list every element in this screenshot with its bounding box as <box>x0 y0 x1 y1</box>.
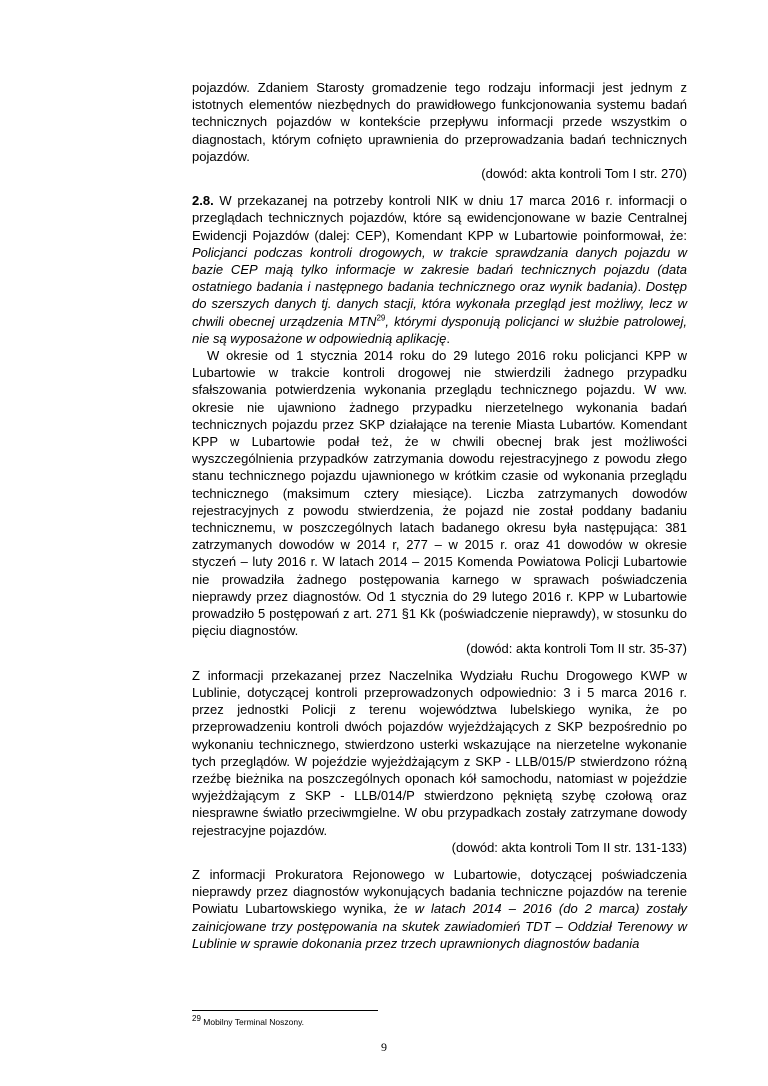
document-page <box>192 0 687 952</box>
footnote-divider <box>192 1010 378 1011</box>
paragraph-5 <box>192 866 687 952</box>
section-number: 2.8. <box>192 193 214 209</box>
page-number: 9 <box>381 1040 387 1054</box>
paragraph-2-quote-1: Policjanci podczas kontroli drogowych, w trakcie sprawdzania danych pojazdu w bazie CEP mają tylko informacje w zakresie badań technicznych pojazdu (data ostatniego badania i następnego badania technicznego oraz wynik badania) <box>192 244 687 295</box>
paragraph-2-quote-3: , którymi dysponują policjanci w służbie patrolowej, nie są wyposażone w odpowiednią aplikację <box>192 313 687 346</box>
evidence-note-1: (dowód: akta kontroli Tom I str. 270) <box>481 166 687 182</box>
footnote-ref: 29 <box>376 313 386 323</box>
paragraph-2-text: W przekazanej na potrzeby kontroli NIK w dniu 17 marca 2016 r. informacji o przeglądach technicznych pojazdów, które są ewidencjonowane w bazie Centralnej Ewidencji Pojazdów (dalej: CEP), Komendant KPP w Lubartowie poinformował, że: <box>192 193 687 243</box>
paragraph-2 <box>192 192 687 347</box>
footnote-text: Mobilny Terminal Noszony. <box>200 1017 305 1027</box>
paragraph-5-text: Z informacji Prokuratora Rejonowego w Lubartowie, dotyczącej poświadczenia nieprawdy przez diagnostów wykonujących badania techniczne pojazdów na terenie Powiatu Lubartowskiego wynika, że <box>192 866 687 917</box>
paragraph-2-quote-2: Dostęp do szerszych danych tj. danych stacji, która wykonała przegląd jest możliwy, lecz w chwili obecnej urządzenia MTN <box>192 279 687 329</box>
paragraph-2-end: . <box>446 330 451 346</box>
footnote-number: 29 <box>192 1014 201 1024</box>
evidence-note-2: (dowód: akta kontroli Tom II str. 35-37) <box>466 640 687 656</box>
paragraph-2-sep: . <box>637 279 646 295</box>
paragraph-3: W okresie od 1 stycznia 2014 roku do 29 lutego 2016 roku policjanci KPP w Lubartowie w trakcie kontroli drogowej nie stwierdzili żadnego przypadku sfałszowania potwierdzenia wykonania przeglądu technicznego pojazdu. W ww. okresie nie ujawniono żadnego przypadku nierzetelnego wykonania badań technicznych pojazdu przez SKP działające na terenie Miasta Lubartów. Komendant KPP w Lubartowie podał też, że w chwili obecnej brak jest możliwości wyszczególnienia przypadków zatrzymania dowodu rejestracyjnego z powodu złego stanu technicznego pojazdu ujawnionego w krótkim czasie od wykonania przeglądu technicznego (maksimum cztery miesiące). Liczba zatrzymanych dowodów rejestracyjnych z powodu stwierdzenia, że pojazd nie został poddany badaniu technicznemu, w poszczególnych latach badanego okresu była następująca: 381 zatrzymanych dowodów w 2014 r, 277 – w 2015 r. oraz 41 dowodów w okresie styczeń – luty 2016 r. W latach 2014 – 2015 Komenda Powiatowa Policji Lubartowie nie prowadziła żadnego postępowania karnego w sprawach poświadczenia nieprawdy przez diagnostów. Od 1 stycznia do 29 lutego 2016 r. KPP w Lubartowie prowadziło 5 postępowań z art. 271 §1 Kk (poświadczenie nieprawdy), w stosunku do pięciu diagnostów. <box>192 348 687 639</box>
paragraph-5-quote: w latach 2014 – 2016 (do 2 marca) zostały zainicjowane trzy postępowania na skutek zawiadomień TDT – Oddział Terenowy w Lublinie w sprawie dokonania przez trzech uprawnionych diagnostów badania <box>192 901 687 951</box>
evidence-note-3: (dowód: akta kontroli Tom II str. 131-133) <box>451 839 687 855</box>
paragraph-1: pojazdów. Zdaniem Starosty gromadzenie tego rodzaju informacji jest jednym z istotnych elementów niezbędnych do prawidłowego funkcjonowania systemu badań technicznych pojazdów w kontekście przepływu informacji przede wszystkim o diagnostach, którym cofnięto uprawnienia do przeprowadzania badań technicznych pojazdów. <box>192 80 687 164</box>
footnote <box>192 1014 305 1027</box>
paragraph-4: Z informacji przekazanej przez Naczelnika Wydziału Ruchu Drogowego KWP w Lublinie, dotyczącej kontroli przeprowadzonych odpowiednio: 3 i 5 marca 2016 r. przez jednostki Policji z terenu województwa lubelskiego wynika, że po przeprowadzeniu kontroli dwóch pojazdów wyjeżdżających z SKP bezpośrednio po wykonaniu technicznego, stwierdzono usterki wskazujące na nierzetelne wykonanie tych przeglądów. W pojeździe wyjeżdżającym z SKP - LLB/015/P stwierdzono różną rzeźbę bieżnika na poszczególnych oponach kół samochodu, natomiast w pojeździe wyjeżdżającym z SKP - LLB/014/P stwierdzono pękniętą szybę czołową oraz niesprawne światło przeciwmgielne. W obu przypadkach zostały zatrzymane dowody rejestracyjne pojazdów. <box>192 667 687 838</box>
